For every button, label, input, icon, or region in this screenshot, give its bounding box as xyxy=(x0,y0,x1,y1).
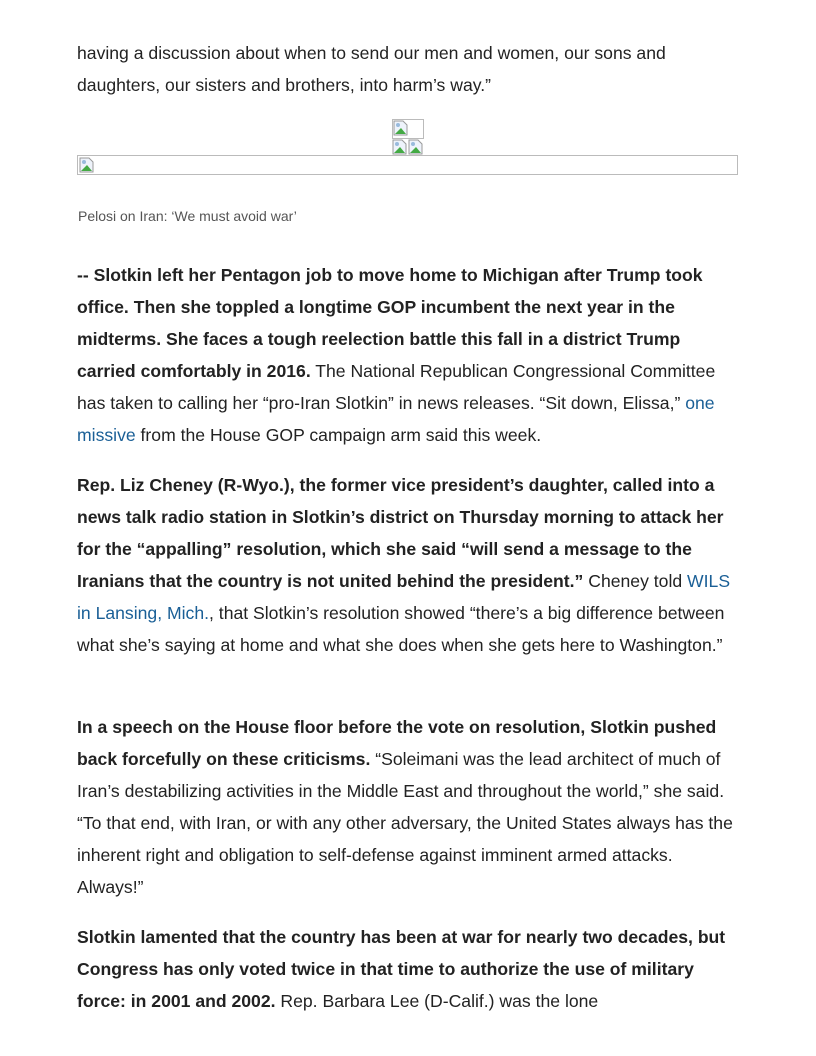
body-text: Cheney told xyxy=(583,571,688,591)
body-text: Rep. Barbara Lee (D-Calif.) was the lone xyxy=(275,991,599,1011)
bold-lead: Rep. Liz Cheney (R-Wyo.), the former vice president’s daughter, called into a news talk radio station in Slotkin’s district on Thursday morning to attack her for the “appalling” resolution, which she said “will send a message to the Iranians that the country is not united behind the president.” xyxy=(77,475,724,591)
paragraph-4 xyxy=(77,921,739,1017)
video-image-placeholder[interactable] xyxy=(77,155,738,175)
paragraph-2 xyxy=(77,469,739,661)
body-text: The National Republican Congressional Committee has taken to calling her “pro-Iran Slotkin” in news releases. “Sit down, Elissa,” xyxy=(77,361,716,413)
bold-lead: Slotkin lamented that the country has been at war for nearly two decades, but Congress has only voted twice in that time to authorize the use of military force: in 2001 and 2002. xyxy=(77,927,726,1011)
bold-lead: In a speech on the House floor before the vote on resolution, Slotkin pushed back forcefully on these criticisms. xyxy=(77,717,717,769)
paragraph-1 xyxy=(77,259,739,451)
body-text: from the House GOP campaign arm said this week. xyxy=(135,425,542,445)
one-missive-link[interactable]: one missive xyxy=(77,393,715,445)
intro-text: having a discussion about when to send our men and women, our sons and daughters, our sisters and brothers, into harm’s way.” xyxy=(77,43,666,95)
bold-lead: -- Slotkin left her Pentagon job to move home to Michigan after Trump took office. Then she toppled a longtime GOP incumbent the next year in the midterms. She faces a tough reelection battle this fall in a district Trump carried comfortably in 2016. xyxy=(77,265,703,381)
body-text: , that Slotkin’s resolution showed “there’s a big difference between what she’s saying at home and what she does when she gets here to Washington.” xyxy=(77,603,725,655)
body-text: “Soleimani was the lead architect of much of Iran’s destabilizing activities in the Middle East and throughout the world,” she said. “To that end, with Iran, or with any other adversary, the United States always has the inherent right and obligation to self-defense against imminent armed attacks. Always!” xyxy=(77,749,733,897)
broken-image-icon xyxy=(392,139,408,155)
paragraph-3 xyxy=(77,711,739,903)
intro-paragraph xyxy=(77,37,739,101)
image-caption: Pelosi on Iran: ‘We must avoid war’ xyxy=(78,208,297,224)
broken-image-icon xyxy=(408,139,424,155)
broken-image-icon xyxy=(79,157,95,173)
broken-image-icon xyxy=(393,120,409,136)
wils-link[interactable]: WILS in Lansing, Mich. xyxy=(77,571,731,623)
